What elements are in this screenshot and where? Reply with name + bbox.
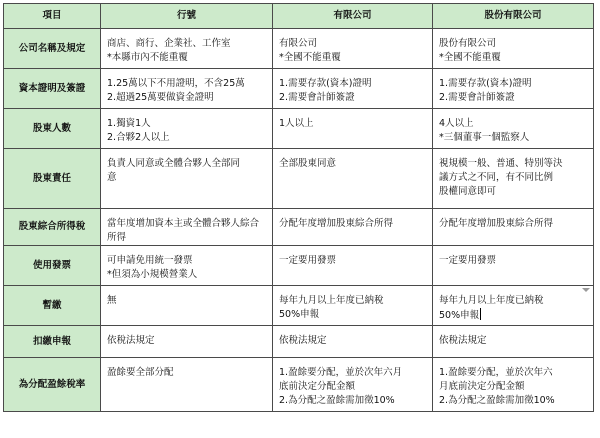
row-label[interactable]: 股東責任 — [4, 149, 101, 209]
header-corporation[interactable]: 股份有限公司 — [433, 4, 594, 29]
table-row — [4, 109, 594, 149]
cell-text: 50%申報 — [439, 310, 480, 321]
cell-text: 1.需要存款(資本)證明 — [439, 78, 532, 89]
dropdown-indicator-icon[interactable] — [582, 288, 590, 292]
table-cell[interactable] — [433, 358, 594, 412]
row-label[interactable]: 為分配盈餘稅率 — [4, 358, 101, 412]
table-cell[interactable] — [101, 69, 273, 109]
table-row — [4, 149, 594, 209]
cell-text: 一定要用發票 — [279, 255, 337, 266]
cell-text: 無 — [107, 295, 117, 306]
spreadsheet — [3, 3, 594, 412]
cell-text: 1.需要存款(資本)證明 — [279, 78, 372, 89]
cell-text: 2.為分配之盈餘需加徵10% — [439, 395, 555, 406]
table-cell[interactable] — [273, 286, 433, 326]
table-cell[interactable] — [433, 326, 594, 358]
table-cell[interactable] — [433, 69, 594, 109]
table-cell[interactable] — [273, 246, 433, 286]
cell-text: 1人以上 — [279, 118, 314, 129]
cell-text: 所得 — [107, 232, 127, 243]
table-cell[interactable] — [433, 29, 594, 69]
cell-text: 一定要用發票 — [439, 255, 497, 266]
header-sole-proprietor[interactable]: 行號 — [101, 4, 273, 29]
cell-text: 意 — [107, 172, 117, 183]
header-item[interactable]: 項目 — [4, 4, 101, 29]
table-cell[interactable] — [101, 286, 273, 326]
comparison-table — [3, 3, 594, 412]
table-cell[interactable] — [101, 29, 273, 69]
cell-text: 2.超過25萬要做資金證明 — [107, 92, 214, 103]
cell-text: 月底前決定分配金額 — [439, 381, 525, 392]
table-cell[interactable] — [101, 246, 273, 286]
table-cell[interactable] — [101, 358, 273, 412]
cell-text: 1.獨資1人 — [107, 118, 151, 129]
cell-text: 50%申報 — [279, 309, 320, 320]
cell-text: *三個董事一個監察人 — [439, 132, 530, 143]
cell-text: 盈餘要全部分配 — [107, 367, 174, 378]
table-row — [4, 69, 594, 109]
table-cell[interactable] — [433, 149, 594, 209]
table-cell[interactable] — [273, 109, 433, 149]
row-label[interactable]: 股東綜合所得稅 — [4, 209, 101, 246]
row-label[interactable]: 公司名稱及規定 — [4, 29, 101, 69]
table-cell[interactable] — [273, 358, 433, 412]
cell-text: 當年度增加資本主或全體合夥人綜合 — [107, 218, 260, 229]
table-cell[interactable] — [433, 109, 594, 149]
table-cell[interactable] — [433, 209, 594, 246]
cell-text: 依稅法規定 — [439, 335, 487, 346]
cell-text: 分配年度增加股東綜合所得 — [279, 218, 394, 229]
cell-text: 負責人同意或全體合夥人全部同 — [107, 158, 241, 169]
row-label[interactable]: 暫繳 — [4, 286, 101, 326]
table-cell[interactable] — [101, 149, 273, 209]
cell-text: 可申請免用統一發票 — [107, 255, 193, 266]
row-label[interactable]: 股東人數 — [4, 109, 101, 149]
cell-text: 視規模一般、普通、特別等決 — [439, 158, 563, 169]
cell-text: 股權同意即可 — [439, 186, 497, 197]
table-cell[interactable] — [101, 326, 273, 358]
cell-text: 每年九月以上年度已納稅 — [439, 295, 544, 306]
table-row — [4, 209, 594, 246]
table-cell[interactable] — [273, 69, 433, 109]
table-row — [4, 286, 594, 326]
cell-text: *本縣市內不能重覆 — [107, 52, 188, 63]
table-cell[interactable] — [433, 286, 594, 326]
cell-text: 依稅法規定 — [107, 335, 155, 346]
table-cell[interactable] — [433, 246, 594, 286]
table-cell[interactable] — [273, 326, 433, 358]
table-row — [4, 29, 594, 69]
cell-text: 2.需要會計師簽證 — [279, 92, 355, 103]
cell-text: 底前決定分配金額 — [279, 381, 356, 392]
cell-text: *全國不能重覆 — [439, 52, 501, 63]
cell-text: 2.需要會計師簽證 — [439, 92, 515, 103]
table-cell[interactable] — [273, 209, 433, 246]
table-row — [4, 326, 594, 358]
cell-text: 商店、商行、企業社、工作室 — [107, 38, 231, 49]
table-cell[interactable] — [101, 109, 273, 149]
header-row — [4, 4, 594, 29]
cell-text: 依稅法規定 — [279, 335, 327, 346]
row-label[interactable]: 資本證明及簽證 — [4, 69, 101, 109]
cell-text: *但須為小規模營業人 — [107, 269, 198, 280]
row-label[interactable]: 扣繳申報 — [4, 326, 101, 358]
cell-text: 1.盈餘要分配，並於次年六月 — [279, 367, 403, 378]
cell-text: 4人以上 — [439, 118, 474, 129]
cell-text: 股份有限公司 — [439, 38, 497, 49]
cell-text: 1.盈餘要分配，並於次年六 — [439, 367, 553, 378]
table-cell[interactable] — [273, 149, 433, 209]
cell-text: *全國不能重覆 — [279, 52, 341, 63]
cell-text: 議方式之不同，有不同比例 — [439, 172, 554, 183]
cell-text: 2.為分配之盈餘需加徵10% — [279, 395, 395, 406]
table-cell[interactable] — [101, 209, 273, 246]
cell-text: 每年九月以上年度已納稅 — [279, 295, 384, 306]
table-row — [4, 246, 594, 286]
cell-text: 1.25萬以下不用證明，不含25萬 — [107, 78, 245, 89]
header-limited-company[interactable]: 有限公司 — [273, 4, 433, 29]
cell-text: 全部股東同意 — [279, 158, 337, 169]
table-cell[interactable] — [273, 29, 433, 69]
table-row — [4, 358, 594, 412]
cell-text: 分配年度增加股東綜合所得 — [439, 218, 554, 229]
row-label[interactable]: 使用發票 — [4, 246, 101, 286]
cell-text: 有限公司 — [279, 38, 318, 49]
cell-text: 2.合夥2人以上 — [107, 132, 170, 143]
text-cursor — [480, 308, 481, 320]
